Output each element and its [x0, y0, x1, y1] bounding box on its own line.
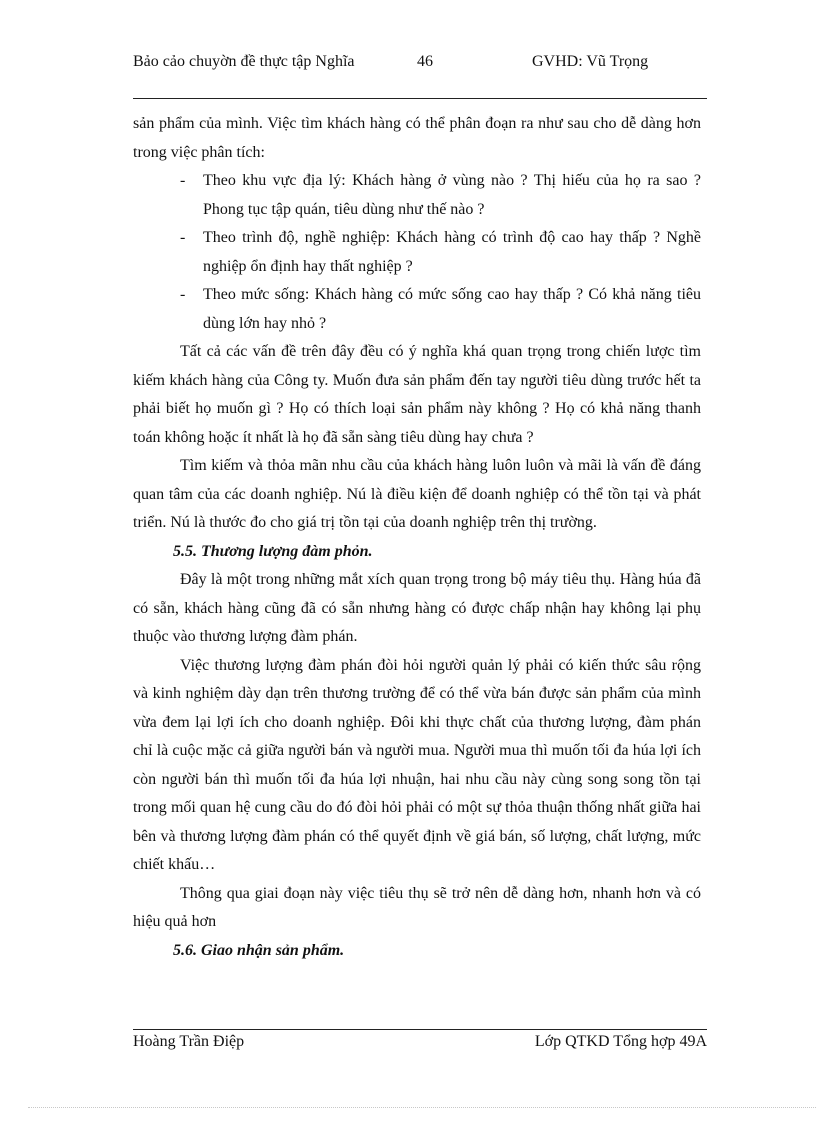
list-item-text: Theo mức sống: Khách hàng có mức sống cao hay thấp ? Có khả năng tiêu dùng lớn hay nhỏ ?	[203, 286, 701, 332]
page-bottom-edge	[28, 1107, 816, 1108]
section-heading-5-6: 5.6. Giao nhận sản phẩm.	[173, 941, 345, 959]
paragraph-customer-needs: Tìm kiếm và thỏa mãn nhu cầu của khách hàng luôn luôn và mãi là vấn đề đáng quan tâm của các doanh nghiệp. Nú là điều kiện để doanh nghiệp có thể tồn tại và phát triển. Nú là thước đo cho giá trị tồn tại của doanh nghiệp trên thị trường.	[133, 457, 701, 531]
header-supervisor: GVHD: Vũ Trọng	[532, 53, 649, 70]
paragraph-negotiation-result: Thông qua giai đoạn này việc tiêu thụ sẽ trở nên dễ dàng hơn, nhanh hơn và có hiệu quả hơn	[133, 884, 701, 930]
section-heading-5-5: 5.5. Thương lượng đàm phỏn.	[173, 542, 373, 560]
paragraph-negotiation-intro: Đây là một trong những mắt xích quan trọng trong bộ máy tiêu thụ. Hàng húa đã có sẵn, khách hàng cũng đã có sẵn nhưng hàng có được chấp nhận hay không lại phụ thuộc vào thương lượng đàm phán.	[133, 571, 701, 645]
list-item-text: Theo khu vực địa lý: Khách hàng ở vùng nào ? Thị hiếu của họ ra sao ? Phong tục tập quán, tiêu dùng như thế nào ?	[203, 172, 701, 218]
bullet-dash: -	[180, 172, 186, 189]
header-report-title: Bảo cảo chuyờn đề thực tập Nghĩa	[133, 53, 355, 70]
paragraph-customer-strategy: Tất cả các vấn đề trên đây đều có ý nghĩa khá quan trọng trong chiến lược tìm kiếm khách hàng của Công ty. Muốn đưa sản phẩm đến tay người tiêu dùng trước hết ta phải biết họ muốn gì ? Họ có thích loại sản phẩm này không ? Họ có khả năng thanh toán không hoặc ít nhất là họ đã sẵn sàng tiêu dùng hay chưa ?	[133, 343, 701, 446]
page-header	[133, 50, 707, 98]
list-item	[133, 224, 701, 281]
paragraph-negotiation-detail: Việc thương lượng đàm phán đòi hỏi người quản lý phải có kiến thức sâu rộng và kinh nghiệm dày dạn trên thương trường để có thể vừa bán được sản phẩm của mình vừa đem lại lợi ích cho doanh nghiệp. Đôi khi thực chất của thương lượng, đàm phán chỉ là cuộc mặc cả giữa người bán và người mua. Người mua thì muốn tối đa húa lợi ích còn người bán thì muốn tối đa húa lợi nhuận, hai nhu cầu này cùng song song tồn tại trong mối quan hệ cung cầu do đó đòi hỏi phải có một sự thỏa thuận thống nhất giữa hai bên và thương lượng đàm phán có thể quyết định về giá bán, số lượng, chất lượng, mức chiết khấu…	[133, 656, 701, 873]
paragraph-intro: sản phẩm của mình. Việc tìm khách hàng có thể phân đoạn ra như sau cho dễ dàng hơn trong việc phân tích:	[133, 115, 701, 161]
list-item-text: Theo trình độ, nghề nghiệp: Khách hàng có trình độ cao hay thấp ? Nghề nghiệp ổn định hay thất nghiệp ?	[203, 229, 701, 275]
list-item	[133, 281, 701, 338]
header-page-number: 46	[417, 53, 433, 70]
footer-author: Hoàng Trần Điệp	[133, 1033, 245, 1050]
footer-class: Lớp QTKD Tổng hợp 49A	[534, 1033, 707, 1050]
header-divider	[133, 98, 707, 99]
bullet-dash: -	[180, 286, 186, 303]
page-body	[133, 110, 701, 965]
list-item	[133, 167, 701, 224]
footer-divider	[133, 1029, 707, 1030]
bullet-dash: -	[180, 229, 186, 246]
bullet-list	[133, 167, 701, 338]
